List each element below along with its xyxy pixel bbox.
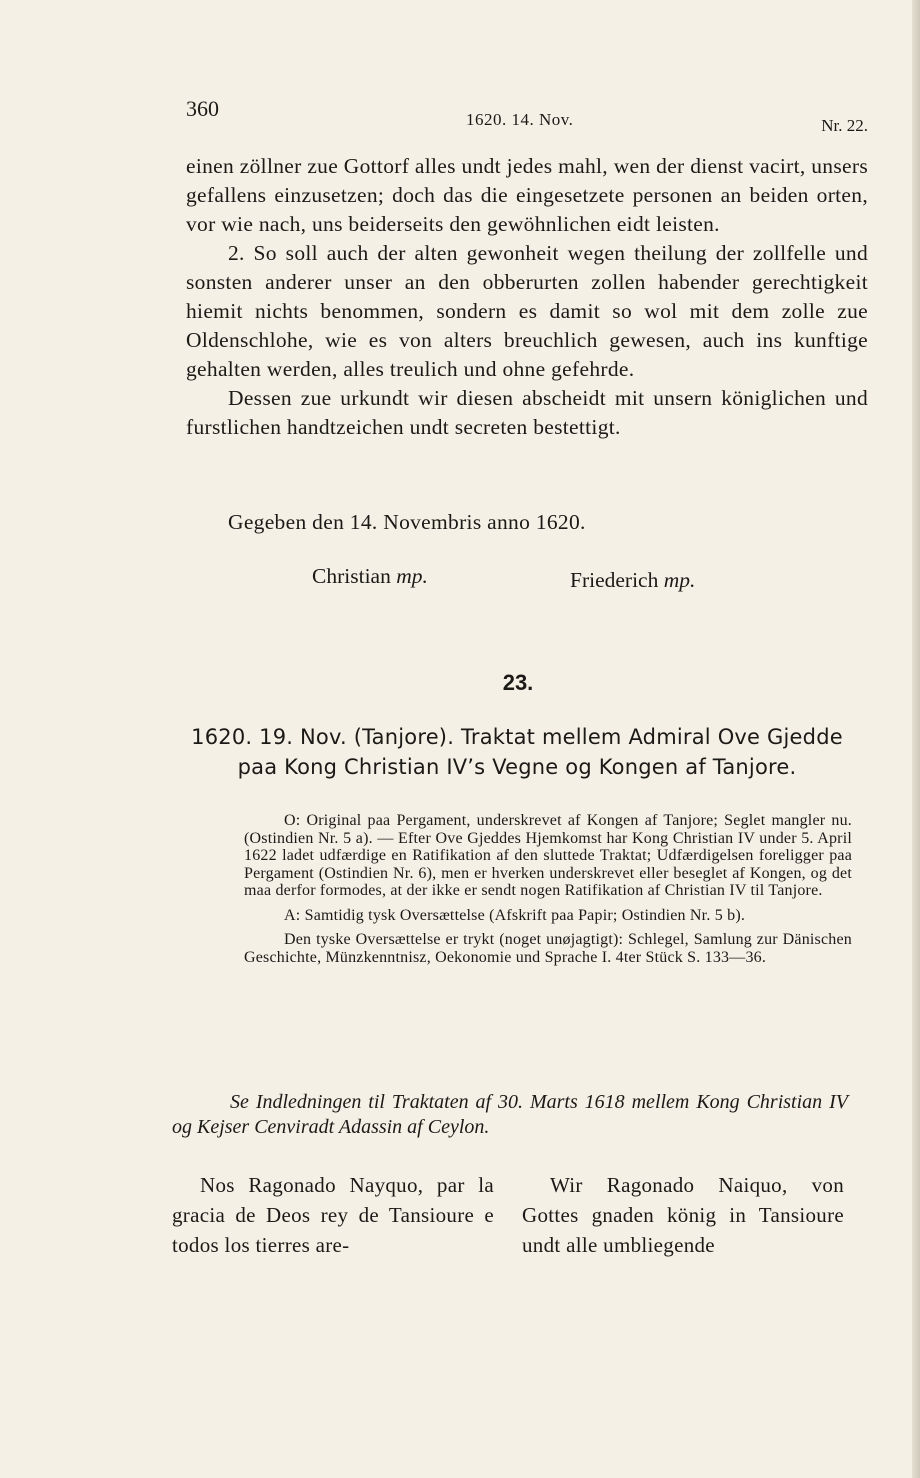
paragraph-article-2: 2. So soll auch der alten gewonheit wegen theilung der zollfelle und sonsten anderer unser an den obberurten zollen habender gerechtigkeit hiemit nichts benommen, sondern es damit so wol mit dem zolle zue Oldenschlohe, wie es von alters breuchlich gewesen, auch ins kunftige gehalten werden, alles treulich und ohne gefehrde. xyxy=(186,241,868,381)
introduction-reference xyxy=(172,1090,848,1140)
signature-friederich-name: Friederich xyxy=(570,568,659,592)
body-text xyxy=(186,152,868,442)
treaty-title: 1620. 19. Nov. (Tanjore). Traktat mellem Admiral Ove Gjedde paa Kong Christian IV’s Vegne og Kongen af Tanjore. xyxy=(191,725,843,779)
section-number: 23. xyxy=(502,670,534,695)
page-number: 360 xyxy=(186,96,219,121)
document-number: Nr. 22. xyxy=(821,116,868,135)
column-spanish xyxy=(172,1170,494,1260)
introduction-reference-text: Se Indledningen til Traktaten af 30. Marts 1618 mellem Kong Christian IV og Kejser Cenviradt Adassin af Ceylon. xyxy=(172,1091,848,1138)
column-german xyxy=(522,1170,844,1260)
signature-friederich-suffix: mp. xyxy=(663,568,696,592)
signatures xyxy=(186,564,868,596)
note-translation: A: Samtidig tysk Oversættelse (Afskrift paa Papir; Ostindien Nr. 5 b). xyxy=(284,906,746,924)
dating-clause: Gegeben den 14. Novembris anno 1620. xyxy=(228,510,586,534)
signature-christian-name: Christian xyxy=(312,564,391,588)
note-printed: Den tyske Oversættelse er trykt (noget unøjagtigt): Schlegel, Samlung zur Dänischen Geschichte, Münzkenntnisz, Oekonomie und Sprache I. 4ter Stück S. 133—36. xyxy=(244,931,852,966)
paragraph-continuation: einen zöllner zue Gottorf alles undt jedes mahl, wen der dienst vacirt, unsers gefallens einzusetzen; doch das die eingesetzete personen an beiden orten, vor wie nach, uns beiderseits den gewöhnlichen eidt leisten. xyxy=(186,154,868,236)
source-notes xyxy=(244,812,852,973)
signature-christian xyxy=(312,564,428,589)
page-header xyxy=(186,96,868,136)
column-spanish-text: Nos Ragonado Nayquo, par la gracia de Deos rey de Tansioure e todos los tierres are- xyxy=(172,1173,494,1257)
page-edge xyxy=(912,0,920,1478)
running-head: 1620. 14. Nov. xyxy=(466,110,574,129)
signature-christian-suffix: mp. xyxy=(396,564,428,588)
column-german-text: Wir Ragonado Naiquo, von Gottes gnaden könig in Tansioure undt alle umbliegende xyxy=(522,1173,844,1257)
signature-friederich xyxy=(570,568,695,593)
note-original: O: Original paa Pergament, underskrevet af Kongen af Tanjore; Seglet mangler nu. (Ostindien Nr. 5 a). — Efter Ove Gjeddes Hjemkomst har Kong Christian IV under 5. April 1622 ladet udfærdige en Ratifikation af den sluttede Traktat; Udfærdigelsen foreligger paa Pergament (Ostindien Nr. 6), men er hverken underskrevet eller beseglet af Kongen, og det maa derfor formodes, at der ikke er sendt nogen Ratifikation af Christian IV til Tanjore. xyxy=(244,812,852,899)
paragraph-attestation: Dessen zue urkundt wir diesen abscheidt mit unsern königlichen und furstlichen handtzeichen undt secreten bestettigt. xyxy=(186,386,868,439)
